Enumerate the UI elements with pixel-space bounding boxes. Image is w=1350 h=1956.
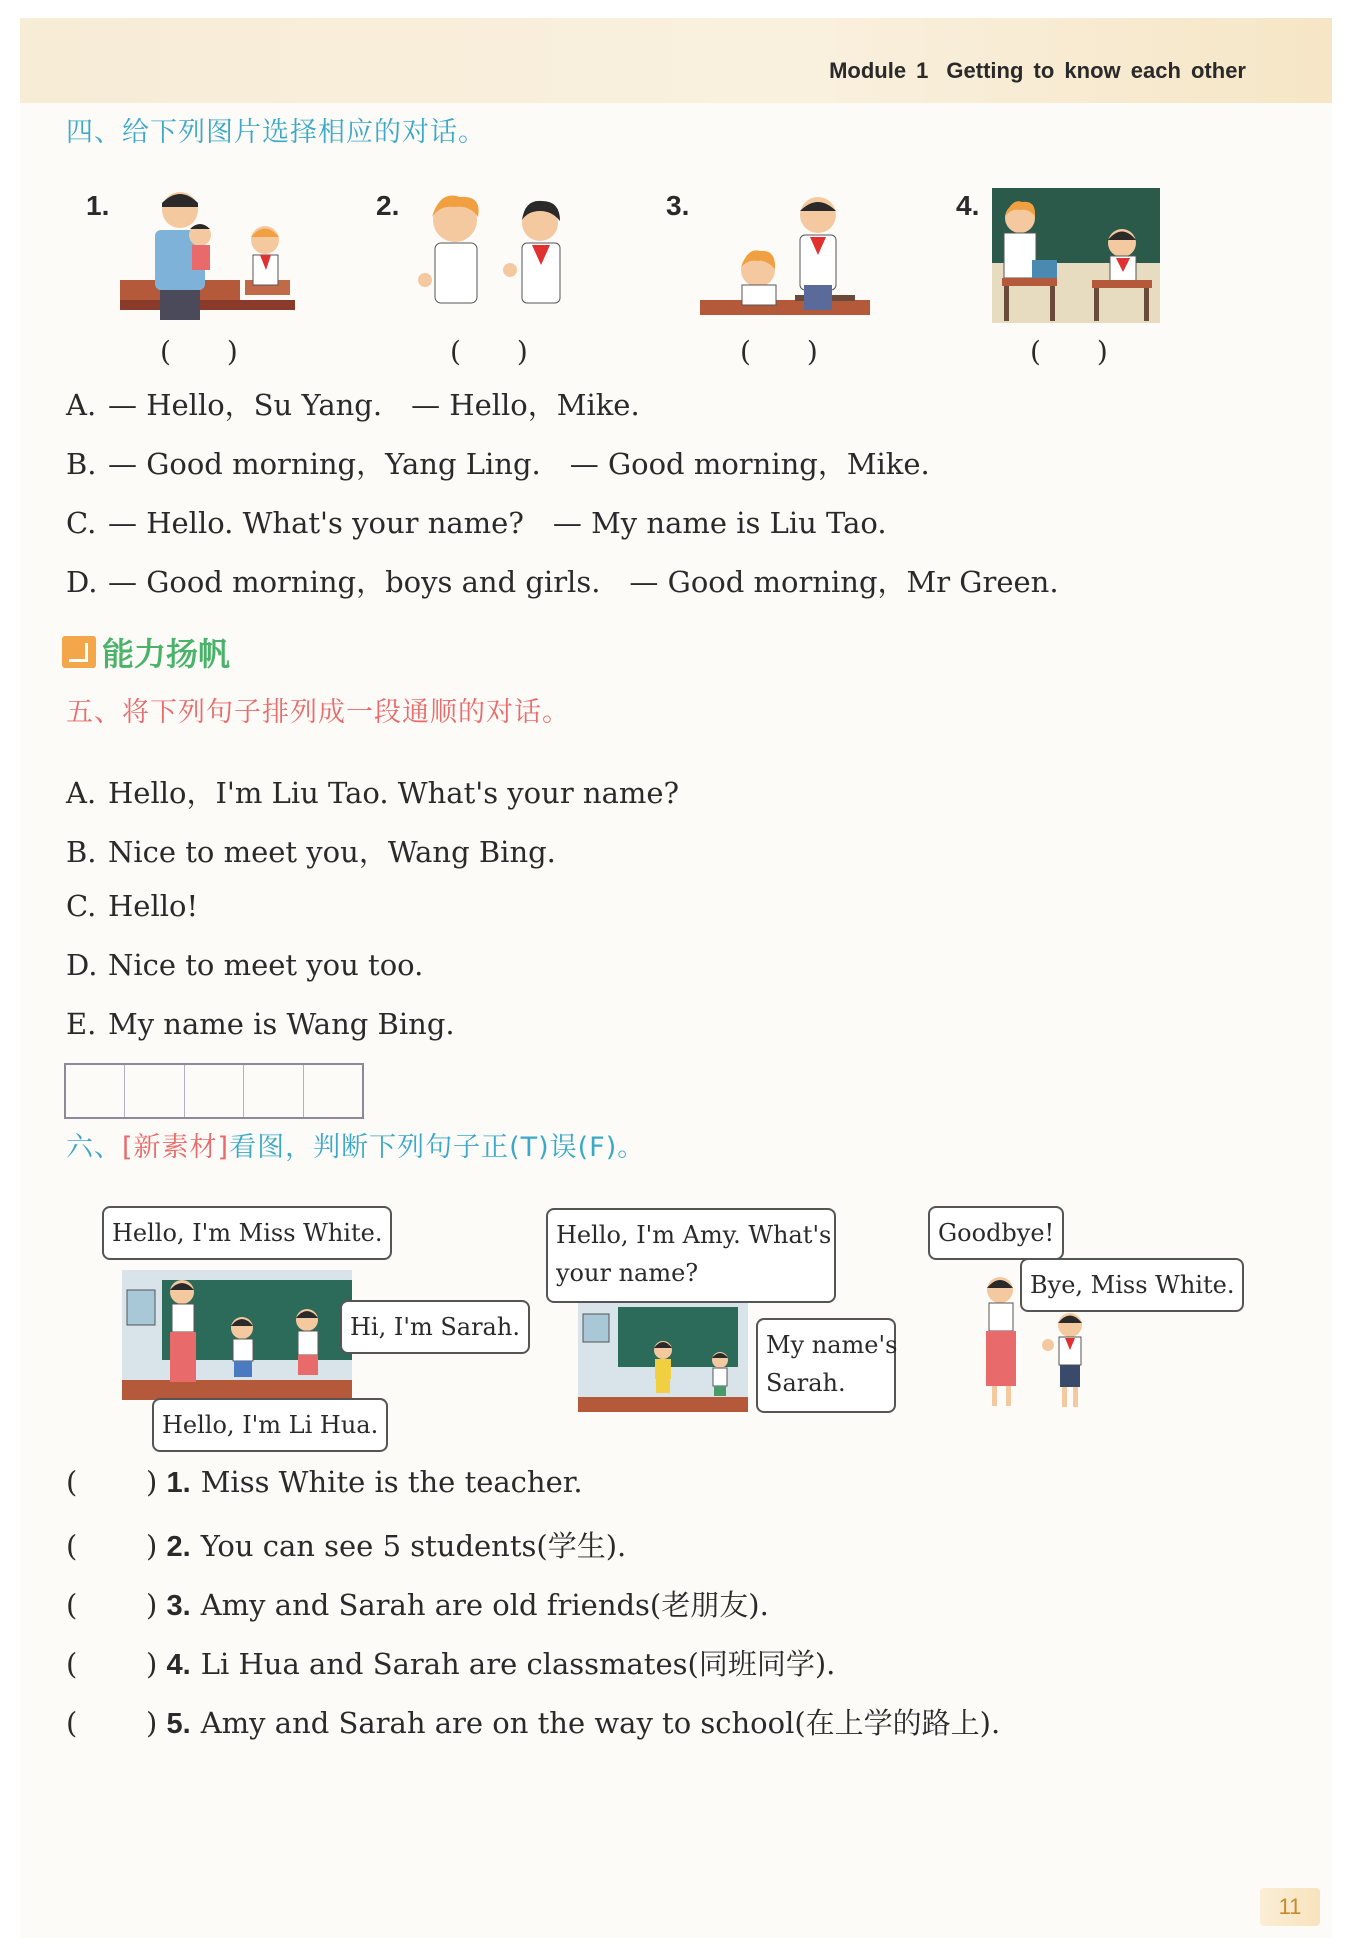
order-answer-cell[interactable]	[185, 1065, 244, 1117]
answer-blank[interactable]: (	[66, 1647, 78, 1681]
teacher-and-students-picture	[120, 185, 295, 325]
ability-icon	[62, 636, 96, 668]
judge-item-1: ( ) 1. Miss White is the teacher.	[66, 1465, 583, 1499]
section-6-title: 六、[新素材]看图，判断下列句子正(T)误(F)。	[66, 1132, 646, 1163]
section-4-option-c: C. — Hello. What's your name? — My name is Liu Tao.	[66, 506, 887, 540]
judge-item-5: ( ) 5. Amy and Sarah are on the way to school(在上学的路上).	[66, 1706, 1001, 1740]
section-5-option-b: B. Nice to meet you，Wang Bing.	[66, 835, 556, 869]
answer-blank[interactable]: (	[66, 1529, 78, 1563]
section-5-title: 五、将下列句子排列成一段通顺的对话。	[66, 697, 570, 728]
picture-1-number: 1.	[86, 190, 110, 221]
answer-blank[interactable]: (	[66, 1588, 78, 1622]
section-5-option-d: D. Nice to meet you too.	[66, 948, 424, 982]
speech-bubble-miss-white: Hello, I'm Miss White.	[102, 1206, 392, 1260]
order-answer-cell[interactable]	[66, 1065, 125, 1117]
picture-2-answer-blank[interactable]: ( )	[450, 335, 528, 368]
picture-3-number: 3.	[666, 190, 690, 221]
speech-bubble-goodbye: Goodbye!	[928, 1206, 1064, 1260]
section-4-option-d: D. — Good morning，boys and girls. — Good morning，Mr Green.	[66, 565, 1059, 599]
speech-bubble-sarah: Hi, I'm Sarah.	[340, 1300, 530, 1354]
speech-bubble-amy: Hello, I'm Amy. What's your name?	[546, 1208, 836, 1303]
answer-blank[interactable]: (	[66, 1706, 78, 1740]
speech-bubble-li-hua: Hello, I'm Li Hua.	[152, 1398, 388, 1452]
two-boys-greeting-picture	[700, 185, 870, 325]
amy-and-sarah-scene-picture	[578, 1302, 748, 1412]
classroom-scene-picture	[122, 1270, 352, 1400]
section-4-option-a: A. — Hello，Su Yang. — Hello，Mike.	[66, 388, 640, 422]
section-4-title: 四、给下列图片选择相应的对话。	[66, 117, 486, 148]
picture-4-number: 4.	[956, 190, 980, 221]
order-answer-cell[interactable]	[125, 1065, 184, 1117]
ability-section-banner: 能力扬帆	[62, 630, 230, 674]
picture-2-number: 2.	[376, 190, 400, 221]
speech-bubble-sarah-name: My name's Sarah.	[756, 1318, 896, 1413]
order-answer-cell[interactable]	[304, 1065, 362, 1117]
page-number: 11	[1260, 1888, 1320, 1926]
boy-and-girl-waving-picture	[410, 185, 580, 325]
classroom-students-picture	[992, 188, 1160, 323]
judge-item-2: ( ) 2. You can see 5 students(学生).	[66, 1529, 627, 1563]
speech-bubble-bye-miss-white: Bye, Miss White.	[1020, 1258, 1244, 1312]
page-header	[20, 18, 1332, 103]
picture-3-answer-blank[interactable]: ( )	[740, 335, 818, 368]
picture-4-answer-blank[interactable]: ( )	[1030, 335, 1108, 368]
picture-1-answer-blank[interactable]: ( )	[160, 335, 238, 368]
section-5-option-e: E. My name is Wang Bing.	[66, 1007, 455, 1041]
module-title: Module 1 Getting to know each other	[829, 58, 1246, 83]
order-answer-boxes	[64, 1063, 364, 1119]
answer-blank[interactable]: (	[66, 1465, 78, 1499]
order-answer-cell[interactable]	[244, 1065, 303, 1117]
judge-item-3: ( ) 3. Amy and Sarah are old friends(老朋友).	[66, 1588, 769, 1622]
section-4-option-b: B. — Good morning，Yang Ling. — Good morning，Mike.	[66, 447, 930, 481]
judge-item-4: ( ) 4. Li Hua and Sarah are classmates(同班同学).	[66, 1647, 836, 1681]
section-5-option-a: A. Hello，I'm Liu Tao. What's your name?	[66, 776, 680, 810]
section-5-option-c: C. Hello!	[66, 889, 199, 923]
new-material-tag: [新素材]	[122, 1132, 230, 1163]
